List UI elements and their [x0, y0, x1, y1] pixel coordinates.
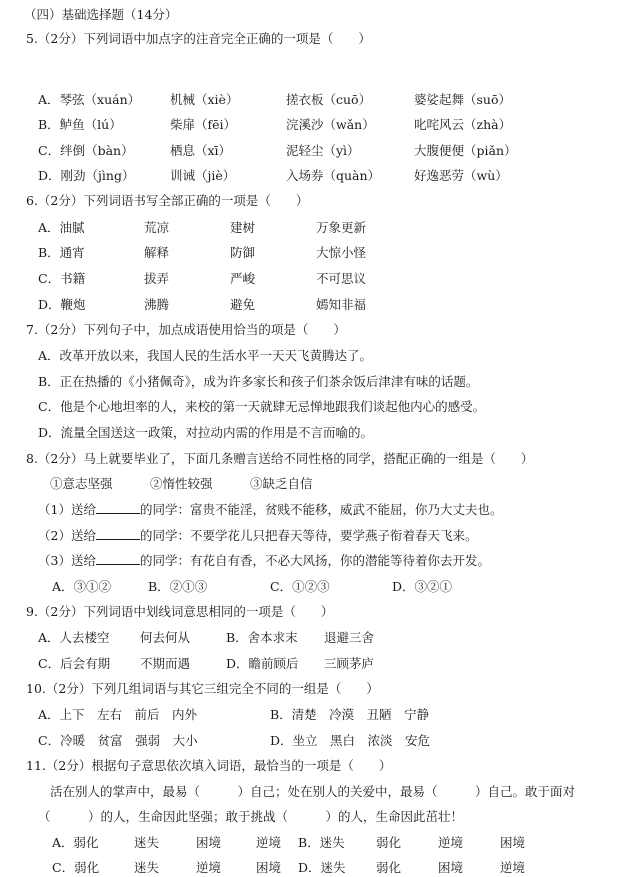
q9-b2: 退避三舍	[324, 630, 375, 645]
q8-stem: 8.（2分）马上就要毕业了，下面几条赠言送给不同性格的同学，搭配正确的一组是（ ）	[26, 451, 534, 466]
q11-a2: 迷失	[134, 835, 160, 850]
q11-d4: 逆境	[500, 860, 526, 875]
q8-choice-c: C．①②③	[270, 579, 330, 594]
q8-item-3	[38, 552, 490, 570]
q5-c4: 大腹便便（piǎn）	[414, 143, 517, 158]
q8-item-2-pre: （2）送给	[38, 528, 96, 543]
q6-a3: 建树	[230, 220, 256, 235]
q5-b3: 浣溪沙（wǎn）	[286, 117, 375, 132]
q6-b3: 防御	[230, 245, 256, 260]
q7-option-a: A．改革开放以来，我国人民的生活水平一天天飞黄腾达了。	[38, 348, 373, 363]
q8-item-3-pre: （3）送给	[38, 553, 96, 568]
q5-d2: 训诫（jiè）	[170, 168, 236, 183]
q5-c3: 泥轻尘（yì）	[286, 143, 360, 158]
q11-a3: 困境	[196, 835, 222, 850]
q8-traits: ①意志坚强 ②惰性较强 ③缺乏自信	[50, 476, 313, 491]
q6-b4: 大惊小怪	[316, 245, 367, 260]
q8-item-1-pre: （1）送给	[38, 502, 96, 517]
q6-a4: 万象更新	[316, 220, 367, 235]
q5-b1: B．鲈鱼（lú）	[38, 117, 122, 132]
q8-item-2	[38, 527, 477, 545]
q11-b4: 困境	[500, 835, 526, 850]
q5-a2: 机械（xiè）	[170, 92, 239, 107]
q11-b2: 弱化	[376, 835, 402, 850]
q11-c3: 逆境	[196, 860, 222, 875]
q11-c4: 困境	[256, 860, 282, 875]
q5-d4: 好逸恶劳（wù）	[414, 168, 508, 183]
q8-choice-d: D．③②①	[392, 579, 453, 594]
q6-d2: 沸腾	[144, 297, 170, 312]
q11-d2: 弱化	[376, 860, 402, 875]
q9-stem: 9.（2分）下列词语中划线词意思相同的一项是（ ）	[26, 604, 334, 619]
q9-c2: 不期而遇	[140, 656, 191, 671]
q11-line-1: 活在别人的掌声中，最易（ ）自己；处在别人的关爱中，最易（ ）自己。敢于面对	[50, 784, 576, 799]
q7-option-d: D．流量全国送这一政策，对拉动内需的作用是不言而喻的。	[38, 425, 374, 440]
q8-blank-3[interactable]	[96, 552, 140, 565]
q10-d: D．坐立 黑白 浓淡 安危	[270, 733, 431, 748]
q6-d3: 避免	[230, 297, 256, 312]
q6-b1: B．通宵	[38, 245, 85, 260]
q7-option-c: C．他是个心地坦率的人，来校的第一天就肆无忌惮地跟我们谈起他内心的感受。	[38, 399, 486, 414]
q5-c2: 栖息（xī）	[170, 143, 232, 158]
q11-b3: 逆境	[438, 835, 464, 850]
q8-item-1	[38, 501, 502, 519]
q8-item-1-post: 的同学：富贵不能淫，贫贱不能移，威武不能屈，你乃大丈夫也。	[139, 502, 503, 517]
q6-a2: 荒凉	[144, 220, 170, 235]
q11-a1: A．弱化	[52, 835, 99, 850]
q9-a2: 何去何从	[140, 630, 191, 645]
q9-d2: 三顾茅庐	[324, 656, 375, 671]
q10-stem: 10.（2分）下列几组词语与其它三组完全不同的一组是（ ）	[26, 681, 379, 696]
q7-stem: 7.（2分）下列句子中，加点成语使用恰当的项是（ ）	[26, 322, 346, 337]
q9-b1: B．舍本求末	[226, 630, 298, 645]
q5-b4: 叱咤风云（zhà）	[414, 117, 512, 132]
q5-a4: 婆娑起舞（suō）	[414, 92, 511, 107]
q8-blank-2[interactable]	[96, 527, 140, 540]
q8-choice-a: A．③①②	[52, 579, 112, 594]
q6-c4: 不可思议	[316, 271, 367, 286]
q6-c3: 严峻	[230, 271, 256, 286]
q8-item-3-post: 的同学：有花自有香，不必大风扬，你的潜能等待着你去开发。	[139, 553, 490, 568]
q6-b2: 解释	[144, 245, 170, 260]
q6-c2: 拔弄	[144, 271, 170, 286]
q6-c1: C．书籍	[38, 271, 86, 286]
q5-a1: A．琴弦（xuán）	[38, 92, 141, 107]
q11-d1: D．迷失	[298, 860, 346, 875]
q11-d3: 困境	[438, 860, 464, 875]
q11-line-2: （ ）的人，生命因此坚强；敢于挑战（ ）的人，生命因此茁壮！	[38, 809, 464, 824]
q11-c1: C．弱化	[52, 860, 100, 875]
q8-choice-b: B．②①③	[148, 579, 208, 594]
q6-d4: 嫣知非福	[316, 297, 367, 312]
q6-a1: A．油腻	[38, 220, 85, 235]
q9-c1: C．后会有期	[38, 656, 111, 671]
q5-c1: C．绊倒（bàn）	[38, 143, 134, 158]
q6-stem: 6.（2分）下列词语书写全部正确的一项是（ ）	[26, 193, 309, 208]
q11-stem: 11.（2分）根据句子意思依次填入词语，最恰当的一项是（ ）	[26, 758, 392, 773]
q9-d1: D．瞻前顾后	[226, 656, 299, 671]
q9-a1: A．人去楼空	[38, 630, 110, 645]
q5-stem: 5.（2分）下列词语中加点字的注音完全正确的一项是（ ）	[26, 31, 371, 46]
q5-d3: 入场券（quàn）	[286, 168, 381, 183]
q10-a: A．上下 左右 前后 内外	[38, 707, 198, 722]
q5-b2: 柴扉（fēi）	[170, 117, 237, 132]
q10-b: B．清楚 冷漠 丑陋 宁静	[270, 707, 430, 722]
q7-option-b: B．正在热播的《小猪佩奇》，成为许多家长和孩子们茶余饭后津津有味的话题。	[38, 374, 479, 389]
q10-c: C．冷暖 贫富 强弱 大小	[38, 733, 198, 748]
q6-d1: D．鞭炮	[38, 297, 86, 312]
q8-item-2-post: 的同学：不要学花儿只把春天等待，要学燕子衔着春天飞来。	[139, 528, 478, 543]
q8-blank-1[interactable]	[96, 501, 140, 514]
q11-b1: B．迷失	[298, 835, 345, 850]
q11-c2: 迷失	[134, 860, 160, 875]
q5-a3: 搓衣板（cuō）	[286, 92, 372, 107]
q11-a4: 逆境	[256, 835, 282, 850]
q5-d1: D．刚劲（jìng）	[38, 168, 135, 183]
section-title: （四）基础选择题（14分）	[24, 7, 178, 22]
